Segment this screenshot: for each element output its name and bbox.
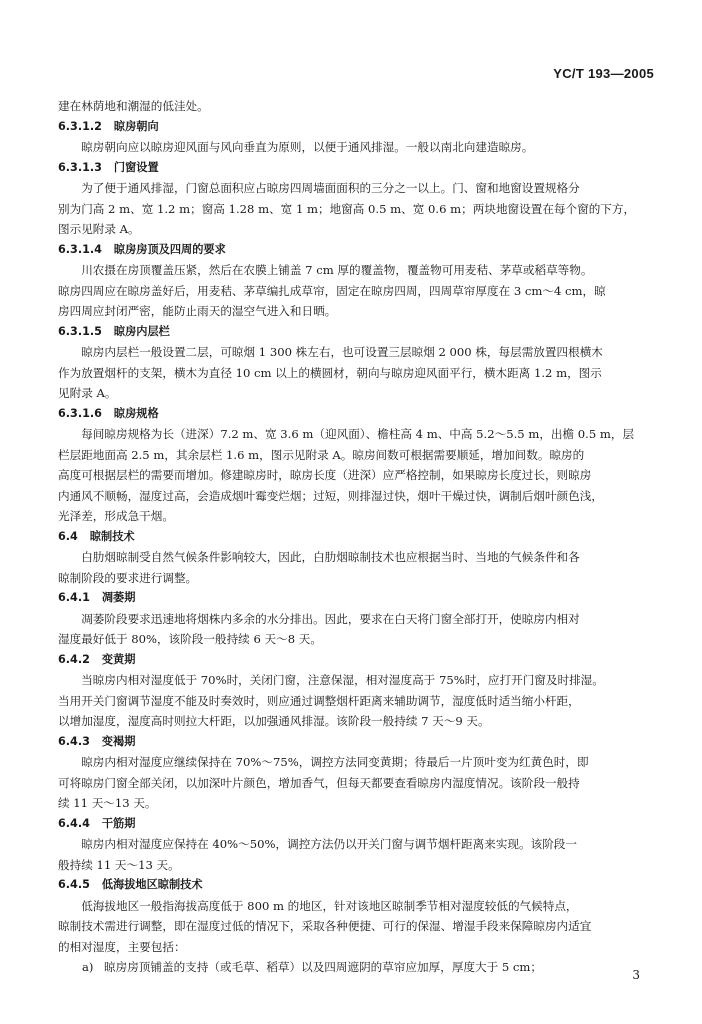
section-title: 晾制技术 bbox=[89, 529, 135, 543]
section-title: 晾房内层栏 bbox=[113, 324, 170, 338]
section-title: 变褐期 bbox=[101, 734, 136, 748]
paragraph-line: 晾制阶段的要求进行调整。 bbox=[58, 570, 198, 585]
list-item bbox=[58, 957, 650, 978]
section-number: 6.4.1 bbox=[58, 591, 90, 604]
paragraph-line: 低海拔地区一般指海拔高度低于 800 m 的地区，针对该地区晾制季节相对湿度较低的气候特点， bbox=[81, 898, 578, 913]
section-heading bbox=[58, 527, 650, 548]
paragraph-line: 见附录 A。 bbox=[58, 386, 117, 400]
paragraph-line: 别为门高 2 m、宽 1.2 m；窗高 1.28 m、宽 1 m；地窗高 0.5 m、宽 0.6 m；两块地窗设置在每个窗的下方， bbox=[58, 201, 636, 216]
section-title: 干筋期 bbox=[101, 816, 136, 830]
paragraph-line: 房四周应封闭严密，能防止雨天的湿空气进入和日晒。 bbox=[58, 304, 337, 318]
paragraph-line: 为了便于通风排湿，门窗总面积应占晾房四周墙面面积的三分之一以上。门、窗和地窗设置规格分 bbox=[81, 181, 580, 195]
section-number: 6.4.5 bbox=[58, 878, 90, 891]
paragraph-line: 般持续 11 天～13 天。 bbox=[58, 857, 180, 872]
paragraph-line: 高度可根据层栏的需要而增加。修建晾房时，晾房长度（进深）应严格控制，如果晾房长度过长，则晾房 bbox=[58, 468, 592, 482]
paragraph-line: 当用开关门窗调节湿度不能及时奏效时，则应通过调整烟杆距离来辅助调节，湿度低时适当缩小杆距， bbox=[58, 693, 580, 708]
list-marker: a) bbox=[82, 960, 94, 974]
section-heading bbox=[58, 588, 650, 609]
paragraph-line: 川农摄在房顶覆盖压紧，然后在农膜上铺盖 7 cm 厚的覆盖物，覆盖物可用麦秸、茅草或稻草等物。 bbox=[81, 263, 593, 277]
paragraph-line: 晾房内相对湿度应保持在 40%～50%，调控方法仍以开关门窗与调节烟杆距离来实现。该阶段一 bbox=[81, 837, 577, 851]
paragraph-line: 凋萎阶段要求迅速地将烟株内多余的水分排出。因此，要求在白天将门窗全部打开，使晾房内相对 bbox=[81, 611, 580, 626]
section-heading bbox=[58, 875, 650, 896]
paragraph-line: 的相对湿度，主要包括： bbox=[58, 939, 186, 954]
paragraph-line: 内通风不顺畅，湿度过高，会造成烟叶霉变烂烟；过短，则排湿过快，烟叶干燥过快，调制后烟叶颜色浅， bbox=[58, 488, 603, 503]
paragraph-line: 可将晾房门窗全部关闭，以加深叶片颜色，增加香气，但每天都要查看晾房内湿度情况。该阶段一般持 bbox=[58, 775, 580, 790]
section-number: 6.3.1.5 bbox=[58, 324, 102, 338]
paragraph-line: 湿度最好低于 80%，该阶段一般持续 6 天～8 天。 bbox=[58, 632, 322, 646]
section-heading bbox=[58, 158, 650, 179]
paragraph-line: 白肋烟晾制受自然气候条件影响较大，因此，白肋烟晾制技术也应根据当时、当地的气候条件和各 bbox=[81, 550, 580, 564]
list-item-text: 晾房房顶铺盖的支持（或毛草、稻草）以及四周遮阴的草帘应加厚，厚度大于 5 cm； bbox=[104, 960, 543, 974]
section-number: 6.3.1.6 bbox=[58, 406, 102, 420]
section-number: 6.4.3 bbox=[58, 734, 90, 748]
paragraph-line: 晾房四周应在晾房盖好后，用麦秸、茅草编扎成草帘，固定在晾房四周，四周草帘厚度在 3 cm～4 cm，晾 bbox=[58, 283, 606, 298]
section-heading bbox=[58, 404, 650, 425]
paragraph-line: 晾房内层栏一般设置二层，可晾烟 1 300 株左右，也可设置三层晾烟 2 000 株，每层需放置四根横木 bbox=[81, 345, 603, 359]
paragraph-line: 栏层距地面高 2.5 m，其余层栏 1.6 m，图示见附录 A。晾房间数可根据需要顺延，增加间数。晾房的 bbox=[58, 447, 585, 462]
section-heading bbox=[58, 240, 650, 261]
section-number: 6.3.1.4 bbox=[58, 242, 102, 256]
section-heading bbox=[58, 650, 650, 671]
section-heading bbox=[58, 117, 650, 138]
section-title: 门窗设置 bbox=[113, 160, 159, 174]
section-number: 6.4.2 bbox=[58, 652, 90, 666]
paragraph-line: 图示见附录 A。 bbox=[58, 222, 140, 236]
paragraph-line: 作为放置烟杆的支架，横木为直径 10 cm 以上的横圆材，朝向与晾房迎风面平行，横木距离 1.2 m，图示 bbox=[58, 365, 602, 380]
section-title: 凋萎期 bbox=[101, 591, 136, 604]
section-heading bbox=[58, 814, 650, 835]
paragraph-line: 当晾房内相对湿度低于 70%时，关闭门窗，注意保湿，相对湿度高于 75%时，应打开门窗及时排湿。 bbox=[81, 673, 604, 687]
section-number: 6.3.1.2 bbox=[58, 119, 102, 133]
document-body bbox=[58, 96, 650, 978]
paragraph-line: 以增加湿度，湿度高时则拉大杆距，以加强通风排湿。该阶段一般持续 7 天～9 天。 bbox=[58, 714, 490, 728]
section-heading bbox=[58, 732, 650, 753]
paragraph-line: 光泽差，形成急干烟。 bbox=[58, 509, 174, 523]
section-title: 晾房朝向 bbox=[113, 119, 159, 133]
paragraph-line: 晾房朝向应以晾房迎风面与风向垂直为原则，以便于通风排湿。一般以南北向建造晾房。 bbox=[81, 140, 534, 154]
paragraph-line: 晾房内相对湿度应继续保持在 70%～75%，调控方法同变黄期；待最后一片顶叶变为红黄色时，即 bbox=[81, 755, 589, 769]
section-number: 6.3.1.3 bbox=[58, 160, 102, 174]
paragraph-line: 每间晾房规格为长（进深）7.2 m、宽 3.6 m（迎风面）、檐柱高 4 m、中高 5.2～5.5 m，出檐 0.5 m，层 bbox=[81, 427, 635, 441]
paragraph-line: 建在林荫地和潮湿的低洼处。 bbox=[58, 99, 209, 113]
section-number: 6.4.4 bbox=[58, 816, 90, 830]
section-title: 变黄期 bbox=[101, 652, 136, 666]
standard-code: YC/T 193—2005 bbox=[553, 66, 654, 81]
section-title: 低海拔地区晾制技术 bbox=[101, 878, 203, 891]
paragraph-line: 续 11 天～13 天。 bbox=[58, 796, 157, 810]
paragraph-line: 晾制技术需进行调整，即在湿度过低的情况下，采取各种便捷、可行的保湿、增湿手段来保障晾房内适宜 bbox=[58, 919, 592, 933]
section-title: 晾房房顶及四周的要求 bbox=[113, 242, 226, 256]
section-number: 6.4 bbox=[58, 529, 78, 543]
section-heading bbox=[58, 322, 650, 343]
section-title: 晾房规格 bbox=[113, 406, 159, 420]
page-number: 3 bbox=[632, 968, 640, 982]
